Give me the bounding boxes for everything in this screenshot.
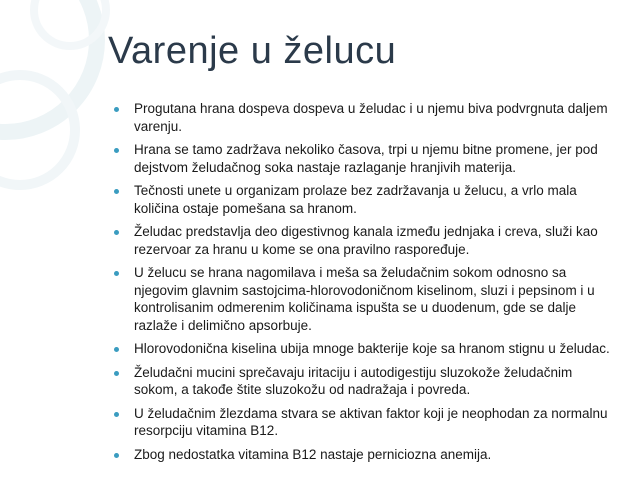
bullet-icon: [114, 230, 119, 235]
bullet-item: [112, 100, 612, 135]
bullet-icon: [114, 271, 119, 276]
slide-title: Varenje u želucu: [108, 30, 397, 72]
bullet-icon: [114, 453, 119, 458]
bullet-item: [112, 446, 612, 464]
bullet-icon: [114, 148, 119, 153]
bullet-item: [112, 223, 612, 258]
bullet-item: [112, 364, 612, 399]
bullet-text: Želudac predstavlja deo digestivnog kanala između jednjaka i creva, služi kao rezervoar za hranu u kome se ona pravilno raspoređuje.: [134, 224, 598, 257]
bullet-icon: [114, 371, 119, 376]
bullet-list: [112, 100, 612, 463]
bullet-text: Zbog nedostatka vitamina B12 nastaje perniciozna anemija.: [134, 446, 492, 462]
bullet-item: [112, 405, 612, 440]
bullet-item: [112, 264, 612, 334]
bullet-icon: [114, 412, 119, 417]
bullet-icon: [114, 107, 119, 112]
bullet-text: Želudačni mucini sprečavaju iritaciju i autodigestiju sluzokože želudačnim sokom, a takođe štite sluzokožu od nadražaja i povreda.: [134, 364, 573, 397]
bullet-text: U želudačnim žlezdama stvara se aktivan faktor koji je neophodan za normalnu resorpciju vitamina B12.: [134, 405, 608, 438]
bullet-text: Hlorovodonična kiselina ubija mnoge bakterije koje sa hranom stignu u želudac.: [134, 341, 610, 356]
bullet-text: Tečnosti unete u organizam prolaze bez zadržavanja u želucu, a vrlo mala količina ostaje pomešana sa hranom.: [134, 183, 577, 216]
bullet-text: Progutana hrana dospeva dospeva u želudac i u njemu biva podvrgnuta daljem varenju.: [134, 101, 608, 134]
bullet-text: U želucu se hrana nagomilava i meša sa želudačnim sokom odnosno sa njegovim glavnim sastojcima-hlorovodoničnom kiselinom, sluzi i pepsinom i u kontrolisanim odmerenim količinama ispušta se u duodenum, gde se dalje razlaže i delimično apsorbuje.: [134, 265, 595, 333]
bullet-icon: [114, 189, 119, 194]
bullet-item: [112, 182, 612, 217]
slide-content: [112, 100, 612, 469]
bullet-item: [112, 340, 612, 358]
bullet-item: [112, 141, 612, 176]
bullet-icon: [114, 347, 119, 352]
bullet-text: Hrana se tamo zadržava nekoliko časova, trpi u njemu bitne promene, jer pod dejstvom želudačnog soka nastaje razlaganje hranjivih materija.: [134, 142, 598, 175]
